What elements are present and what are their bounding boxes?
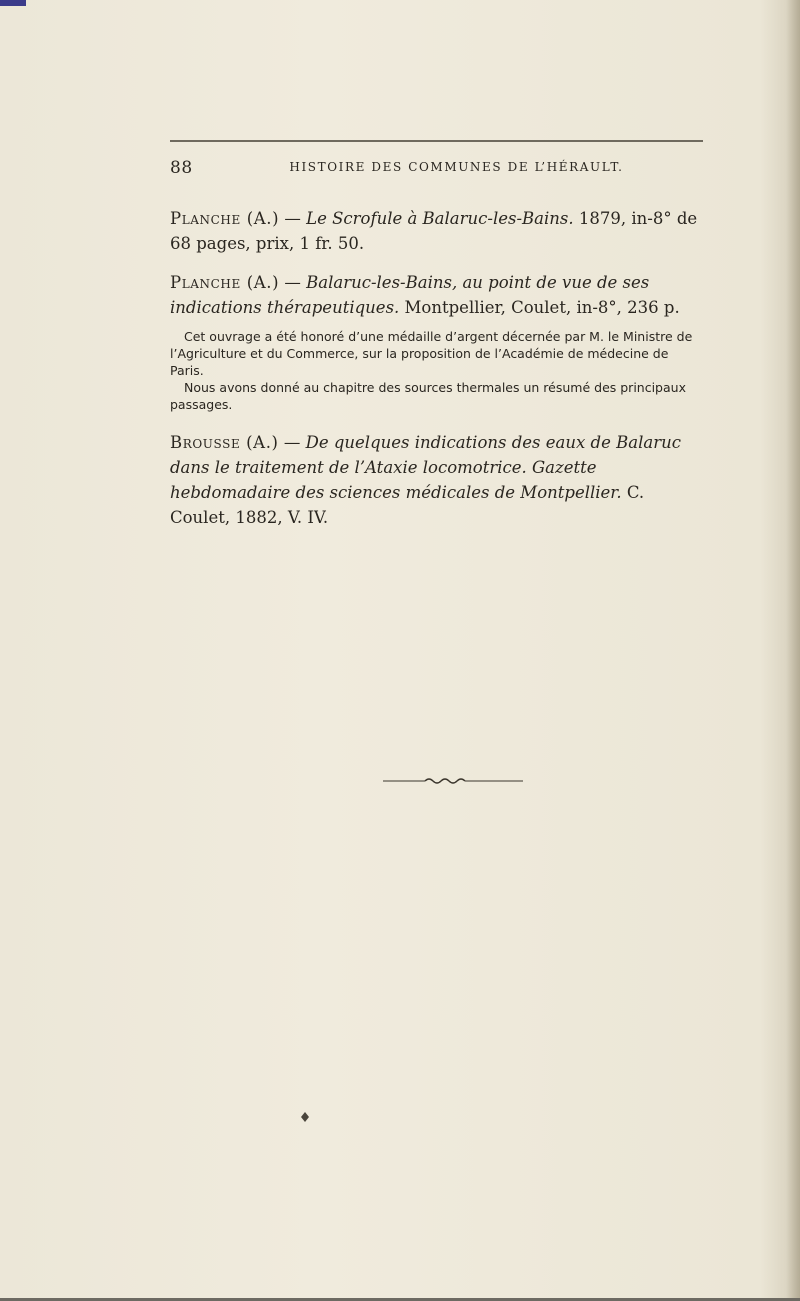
header-rule (170, 140, 703, 142)
page-number: 88 (170, 158, 193, 178)
bibliography-entry (170, 270, 703, 320)
page-header (170, 158, 703, 178)
page-edge-shadow (786, 0, 800, 1301)
entry-author: Planche (A.) (170, 273, 280, 292)
corner-mark (0, 0, 26, 6)
entry-note: Nous avons donné au chapitre des sources thermales un résumé des principaux passages. (170, 380, 686, 412)
ornament-divider-icon (383, 775, 523, 787)
bibliography (170, 206, 703, 530)
entry-note: Cet ouvrage a été honoré d’une médaille d’argent décernée par M. le Ministre de l’Agriculture et du Commerce, sur la proposition de l’Académie de médecine de Paris. (170, 329, 693, 378)
entry-title: Le Scrofule à Balaruc-les-Bains. (306, 209, 574, 228)
entry-details: Montpellier, Coulet, in-8°, 236 p. (399, 298, 680, 317)
bibliography-entry (170, 430, 703, 530)
entry-details: C. Coulet, 1882, V. IV. (170, 483, 645, 527)
entry-title: De quelques indications des eaux de Balaruc dans le traitement de l’Ataxie locomotrice. Gazette hebdomadaire des sciences médicales de Montpellier. (170, 433, 681, 502)
bibliography-entry (170, 206, 703, 256)
diamond-mark-icon (300, 1112, 310, 1122)
entry-dash: — (279, 209, 307, 228)
entry-dash: — (279, 273, 307, 292)
entry-dash: — (278, 433, 306, 452)
entry-author: Planche (A.) (170, 209, 280, 228)
running-title: HISTOIRE DES COMMUNES DE L’HÉRAULT. (289, 160, 624, 174)
entry-title: Balaruc-les-Bains, au point de vue de ses indications thérapeutiques. (170, 273, 650, 317)
entry-details: 1879, in-8° de 68 pages, prix, 1 fr. 50. (170, 209, 698, 253)
entry-author: Brousse (A.) (170, 433, 279, 452)
